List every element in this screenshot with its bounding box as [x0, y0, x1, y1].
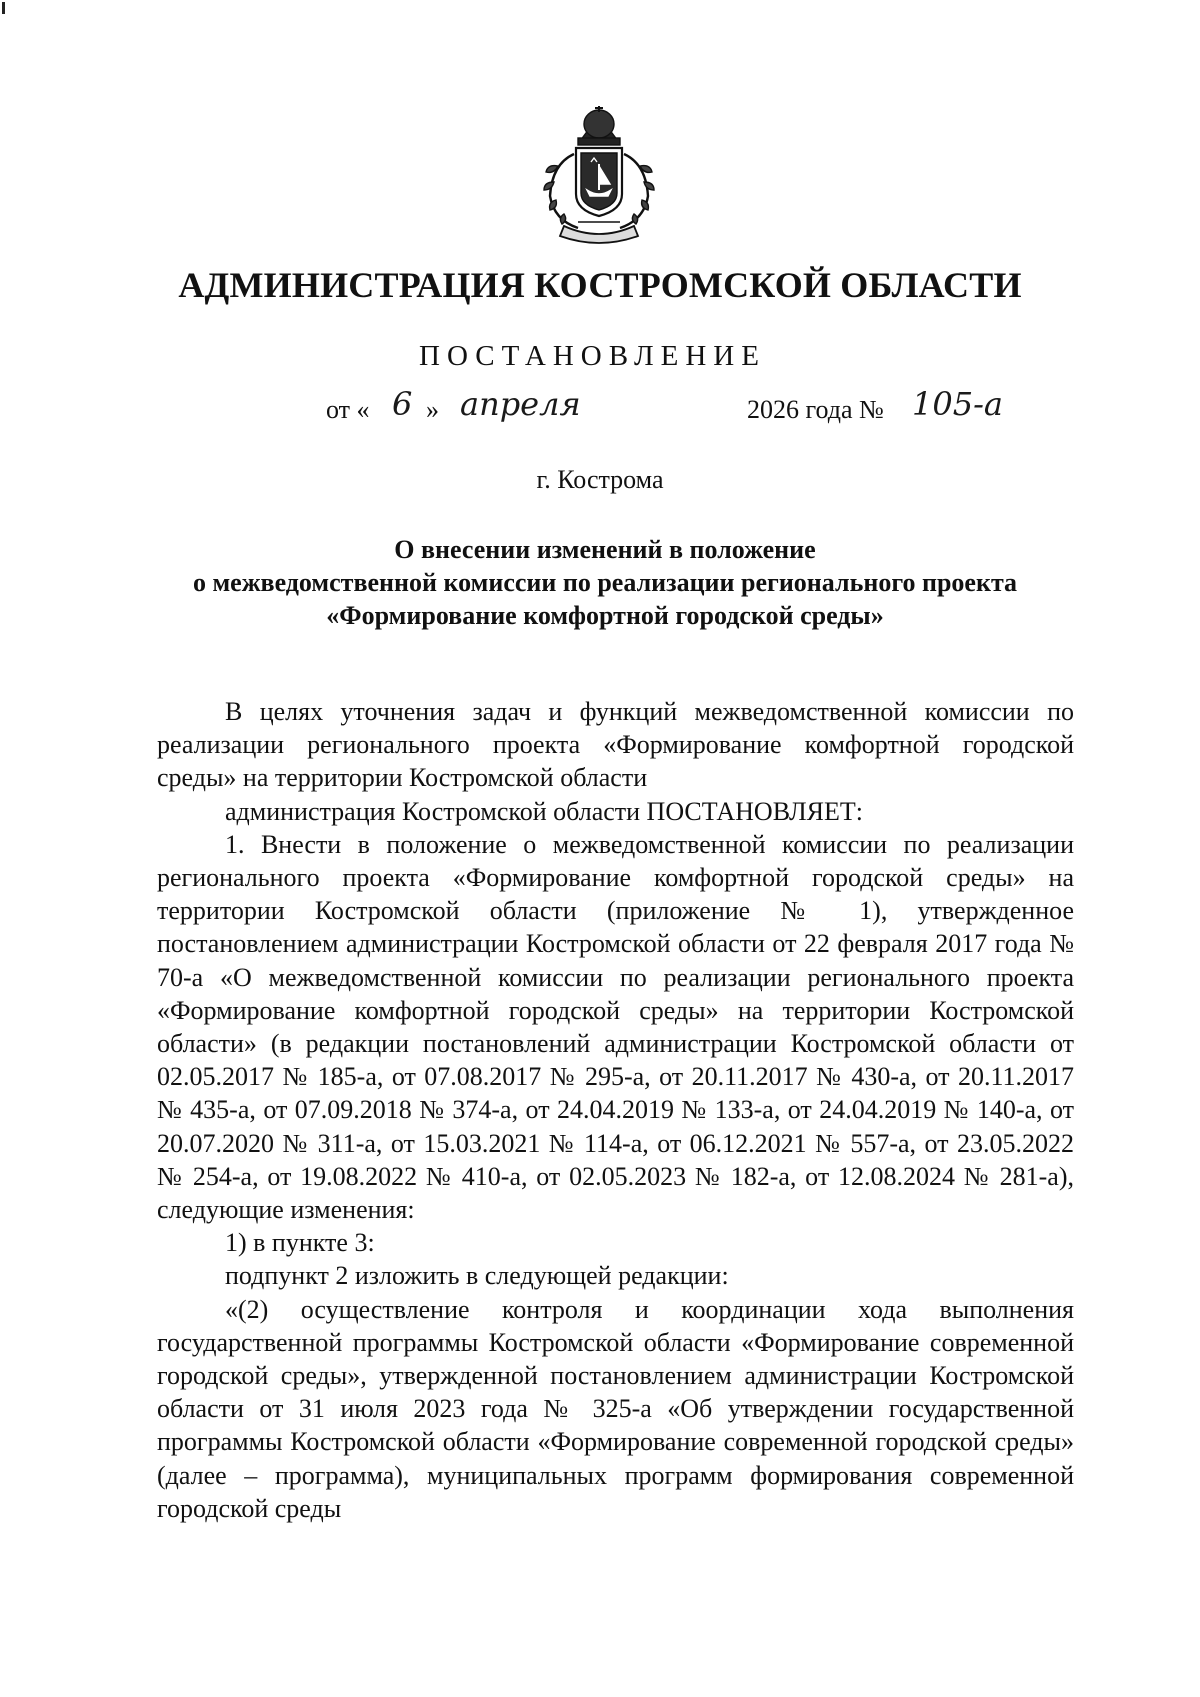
- paragraph-resolves: администрация Костромской области ПОСТАНОВЛЯЕТ:: [225, 796, 864, 826]
- title-line-2: о межведомственной комиссии по реализации регионального проекта: [192, 568, 1018, 597]
- date-mid: »: [426, 395, 439, 424]
- title-line-1: О внесении изменений в положение: [394, 535, 816, 564]
- document-type: ПОСТАНОВЛЕНИЕ: [419, 340, 766, 372]
- title-line-3: «Формирование комфортной городской среды»: [326, 601, 884, 630]
- document-body: [157, 695, 1074, 1525]
- city: г. Кострома: [536, 465, 664, 494]
- paragraph-new-wording: «(2) осуществление контроля и координации хода выполнения государственной программы Костромской области «Формирование современной городской среды», утвержденной постановлением администрации Костромской области от 31 июля 2023 года № 325-а «Об утверждении государственной программы Костромской области «Формирование современной городской среды» (далее – программа), муниципальных программ формирования современной городской среды: [157, 1294, 1074, 1523]
- paragraph-item-1: 1. Внести в положение о межведомственной комиссии по реализации регионального проекта «Формирование комфортной городской среды» на территории Костромской области (приложение № 1), утвержденное постановлением администрации Костромской области от 22 февраля 2017 года № 70-а «О межведомственной комиссии по реализации регионального проекта «Формирование комфортной городской среды» на территории Костромской области» (в редакции постановлений администрации Костромской области от 02.05.2017 № 185-а, от 07.08.2017 № 295-а, от 20.11.2017 № 430-а, от 20.11.2017 № 435-а, от 07.09.2018 № 374-а, от 24.04.2019 № 133-а, от 24.04.2019 № 140-а, от 20.07.2020 № 311-а, от 15.03.2021 № 114-а, от 06.12.2021 № 557-а, от 23.05.2022 № 254-а, от 19.08.2022 № 410-а, от 02.05.2023 № 182-а, от 12.08.2024 № 281-а), следующие изменения:: [157, 829, 1074, 1225]
- paragraph-subpoint-2: подпункт 2 изложить в следующей редакции:: [225, 1261, 729, 1291]
- date-year: 2026 года №: [747, 395, 884, 424]
- organization-title: АДМИНИСТРАЦИЯ КОСТРОМСКОЙ ОБЛАСТИ: [178, 265, 1022, 305]
- paragraph-preamble: В целях уточнения задач и функций межведомственной комиссии по реализации регионального проекта «Формирование комфортной городской среды» на территории Костромской области: [157, 697, 1074, 793]
- scan-mark: [2, 2, 5, 14]
- date-prefix: от «: [326, 395, 370, 424]
- document-title: [130, 533, 1080, 632]
- date-day-handwritten: 6: [392, 385, 413, 423]
- date-month-handwritten: апреля: [460, 385, 581, 423]
- paragraph-subitem-1: 1) в пункте 3:: [225, 1228, 375, 1258]
- document-number-handwritten: 105-а: [912, 385, 1003, 423]
- coat-of-arms-icon: [534, 104, 664, 246]
